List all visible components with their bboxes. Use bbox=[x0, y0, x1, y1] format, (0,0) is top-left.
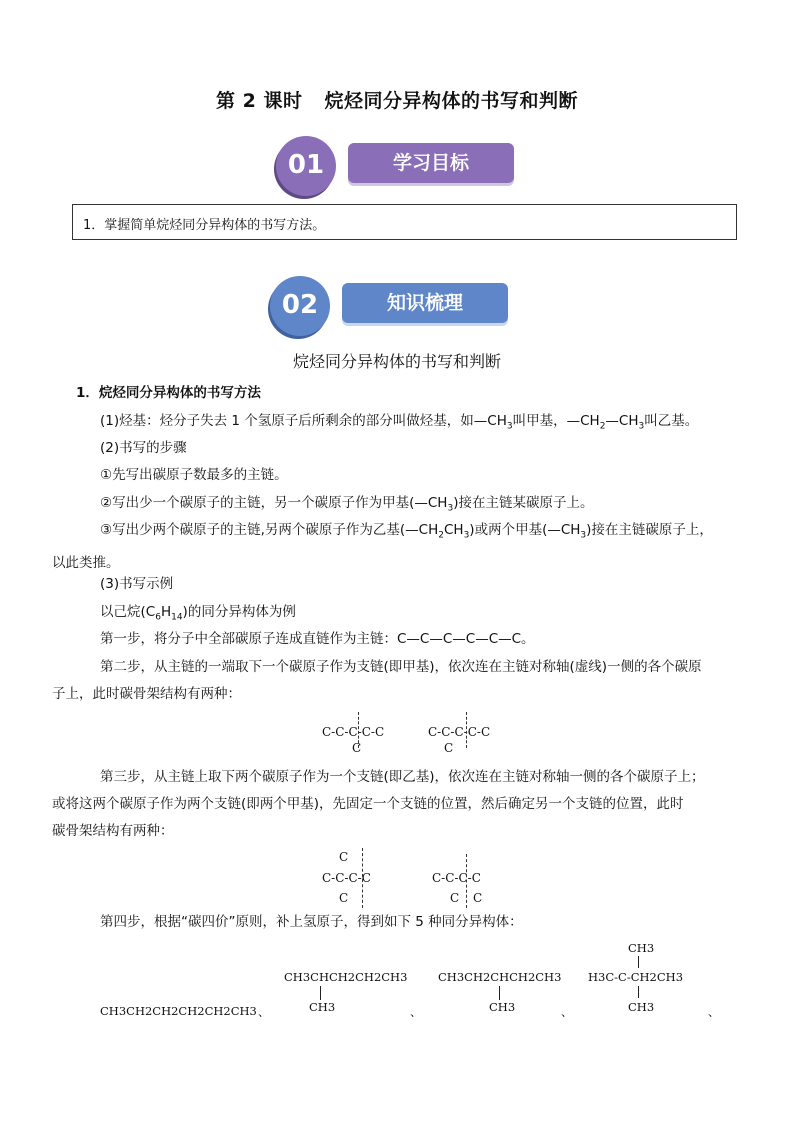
symmetry-axis bbox=[466, 854, 467, 908]
symmetry-axis bbox=[466, 712, 467, 748]
bond-line bbox=[499, 986, 500, 1000]
isomer-3-methylpentane: CH3CH2CHCH2CH3 bbox=[438, 970, 562, 984]
skeleton-branch: C bbox=[444, 741, 454, 755]
skeleton-branch-bottom: C bbox=[339, 891, 349, 905]
paragraph-example-heading: (3)书写示例 bbox=[100, 576, 174, 592]
section-number-circle: 01 bbox=[276, 136, 336, 196]
skeleton-branch: C bbox=[352, 741, 362, 755]
skeleton-2-3-dimethyl: C-C-C-C bbox=[432, 871, 481, 885]
separator: 、 bbox=[708, 1005, 720, 1019]
methyl-branch-top: CH3 bbox=[628, 941, 655, 955]
paragraph-step1: ①先写出碳原子数最多的主链。 bbox=[100, 467, 288, 483]
page-title bbox=[0, 86, 794, 113]
bond-line bbox=[320, 986, 321, 1000]
paragraph-step-four: 第四步，根据“碳四价”原则，补上氢原子，得到如下 5 种同分异构体： bbox=[100, 914, 523, 930]
paragraph-hexane: 以己烷$(C_6H_{14})$的同分异构体为例 bbox=[100, 604, 296, 623]
skeleton-branch: C bbox=[450, 891, 460, 905]
isomer-2-2-dimethylbutane: H3C-C-CH2CH3 bbox=[588, 970, 684, 984]
separator: 、 bbox=[258, 1005, 270, 1019]
isomer-2-methylpentane: CH3CHCH2CH2CH3 bbox=[284, 970, 408, 984]
section-label-tab: 学习目标 bbox=[348, 143, 514, 183]
methyl-branch-bottom: CH3 bbox=[628, 1000, 655, 1014]
paragraph-step3: ③写出少两个碳原子的主链,另两个碳原子作为乙基$(—CH_2CH_3)$或两个甲基$(—CH_3)$接在主链碳原子上， 以此类推。 bbox=[52, 522, 713, 571]
separator: 、 bbox=[410, 1005, 422, 1019]
skeleton-2-methyl: C-C-C-C-C bbox=[322, 725, 385, 739]
skeleton-branch-top: C bbox=[339, 850, 349, 864]
skeleton-3-methyl: C-C-C-C-C bbox=[428, 725, 491, 739]
point-heading: 1．烷烃同分异构体的书写方法 bbox=[76, 385, 261, 401]
symmetry-axis bbox=[358, 712, 359, 748]
bond-line bbox=[638, 956, 639, 968]
paragraph-step-one: 第一步，将分子中全部碳原子连成直链作为主链：C—C—C—C—C—C。 bbox=[100, 631, 535, 647]
objectives-box bbox=[72, 204, 737, 240]
isomer-hexane: CH3CH2CH2CH2CH2CH3 bbox=[100, 1004, 257, 1018]
paragraph-steps-heading: (2)书写的步骤 bbox=[100, 440, 187, 456]
bond-line bbox=[638, 986, 639, 998]
separator: 、 bbox=[561, 1005, 573, 1019]
objective-item: 1．掌握简单烷烃同分异构体的书写方法。 bbox=[83, 218, 326, 233]
skeleton-2-2-dimethyl: C-C-C-C bbox=[322, 871, 371, 885]
methyl-branch: CH3 bbox=[489, 1000, 516, 1014]
lesson-label: 第 2 课时 bbox=[216, 90, 303, 112]
skeleton-branch: C bbox=[473, 891, 483, 905]
methyl-branch: CH3 bbox=[309, 1000, 336, 1014]
section-label-tab: 知识梳理 bbox=[342, 283, 508, 323]
lesson-title: 烷烃同分异构体的书写和判断 bbox=[324, 90, 578, 112]
section-number-circle: 02 bbox=[270, 276, 330, 336]
symmetry-axis bbox=[362, 848, 363, 908]
paragraph-step-three: 第三步，从主链上取下两个碳原子作为一个支链(即乙基)，依次连在主链对称轴一侧的各个碳原子上； 或将这两个碳原子作为两个支链(即两个甲基)，先固定一个支链的位置，然后确定另一个支链的位置，此时 碳骨架结构有两种： bbox=[52, 769, 705, 839]
subheading: 烷烃同分异构体的书写和判断 bbox=[292, 352, 501, 371]
paragraph-step2: ②写出少一个碳原子的主链，另一个碳原子作为甲基$(—CH_3)$接在主链某碳原子上。 bbox=[100, 495, 594, 514]
paragraph-alkyl: (1)烃基：烃分子失去 1 个氢原子后所剩余的部分叫做烃基，如$—CH_3$叫甲基，$—CH_2—CH_3$叫乙基。 bbox=[100, 413, 699, 432]
paragraph-step-two: 第二步，从主链的一端取下一个碳原子作为支链(即甲基)，依次连在主链对称轴(虚线)一侧的各个碳原 子上，此时碳骨架结构有两种： bbox=[52, 659, 702, 702]
